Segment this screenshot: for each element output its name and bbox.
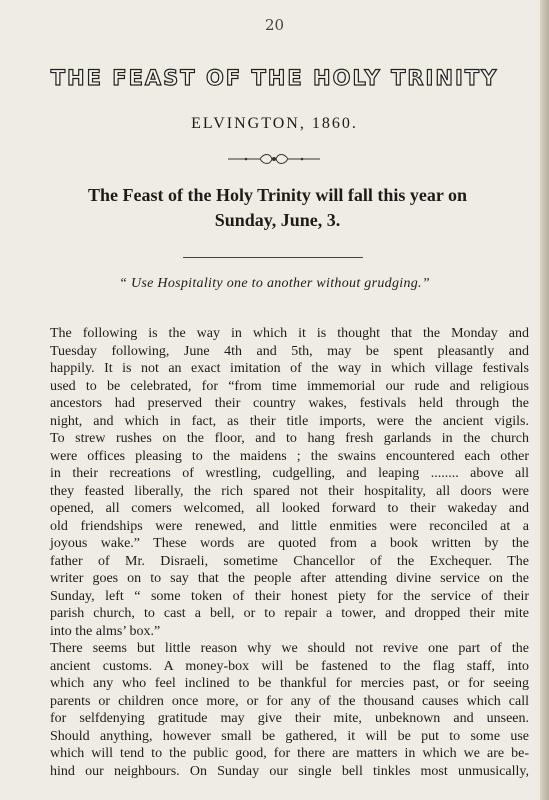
text-line: they feasted liberally, the rich spared not their hospitality, all doors were [50, 483, 529, 499]
motto-quote: “ Use Hospitality one to another without grudging.” [119, 276, 430, 291]
text-line: in their recreations of wrestling, cudgelling, and leaping ........ above all [50, 466, 529, 481]
paragraph-1 [30, 325, 529, 640]
text-line: ancient customs. A money-box will be fastened to the flag staff, into [50, 658, 529, 674]
text-line: joyous wake.” These words are quoted from a book written by the [50, 536, 529, 551]
page-number: 20 [264, 16, 285, 34]
body-text [30, 325, 529, 780]
text-line: Should anything, however small be gathered, it will be put to some use [50, 728, 529, 744]
page-subtitle: ELVINGTON, 1860. [191, 115, 358, 132]
text-line: To strew rushes on the floor, and to hang fresh garlands in the church [50, 431, 529, 446]
text-line: old friendships were renewed, and little enmities were reconciled at a [50, 518, 529, 534]
page-title: THE FEAST OF THE HOLY TRINITY [50, 66, 499, 90]
text-line: which any who feel inclined to be thankful for mercies past, or for seeing [50, 676, 529, 691]
text-line: There seems but little reason why we should not revive one part of the [50, 641, 529, 656]
text-line: for selfdenying gratitude may give their mite, unbeknown and unseen. [50, 711, 529, 726]
text-line: writer goes on to say that the people after attending divine service on the [50, 571, 529, 586]
paragraph-2 [30, 640, 529, 780]
text-line: father of Mr. Disraeli, sometime Chancellor of the Exchequer. The [50, 553, 529, 569]
announcement-line-1: The Feast of the Holy Trinity will fall this year on [88, 185, 467, 205]
text-line: parents or children once more, or for any of the thousand causes which call [50, 693, 529, 709]
text-line: hind our neighbours. On Sunday our single bell tinkles most unmusically, [50, 763, 529, 779]
text-line: used to be celebrated, for “from time immemorial our rude and religious [50, 378, 529, 394]
text-line: happily. It is not an exact imitation of the way in which village festivals [50, 361, 529, 376]
announcement-line-2: Sunday, June, 3. [214, 210, 341, 230]
decorative-ornament-icon [226, 152, 322, 166]
announcement-heading [30, 183, 525, 233]
text-line: ancestors had preserved their country wakes, festivals held through the [50, 396, 529, 411]
text-line: into the alms’ box.” [50, 623, 161, 639]
divider-rule [183, 257, 363, 258]
text-line: Tuesday following, June 4th and 5th, may be spent pleasantly and [50, 343, 529, 359]
text-line: opened, all comers welcomed, all looked forward to their wakeday and [50, 501, 529, 516]
text-line: Sunday, left “ some token of their honest piety for the service of their [50, 588, 529, 604]
text-line: which will tend to the public good, for there are matters in which we are be- [50, 746, 529, 761]
text-line: were offices pleasing to the maidens ; the swains encountered each other [50, 448, 529, 464]
text-line: parish church, to cast a bell, or to repair a tower, and dropped their mite [50, 606, 529, 621]
text-line: The following is the way in which it is thought that the Monday and [50, 326, 529, 341]
text-line: night, and which in fact, as their title imports, were the ancient vigils. [50, 413, 529, 429]
